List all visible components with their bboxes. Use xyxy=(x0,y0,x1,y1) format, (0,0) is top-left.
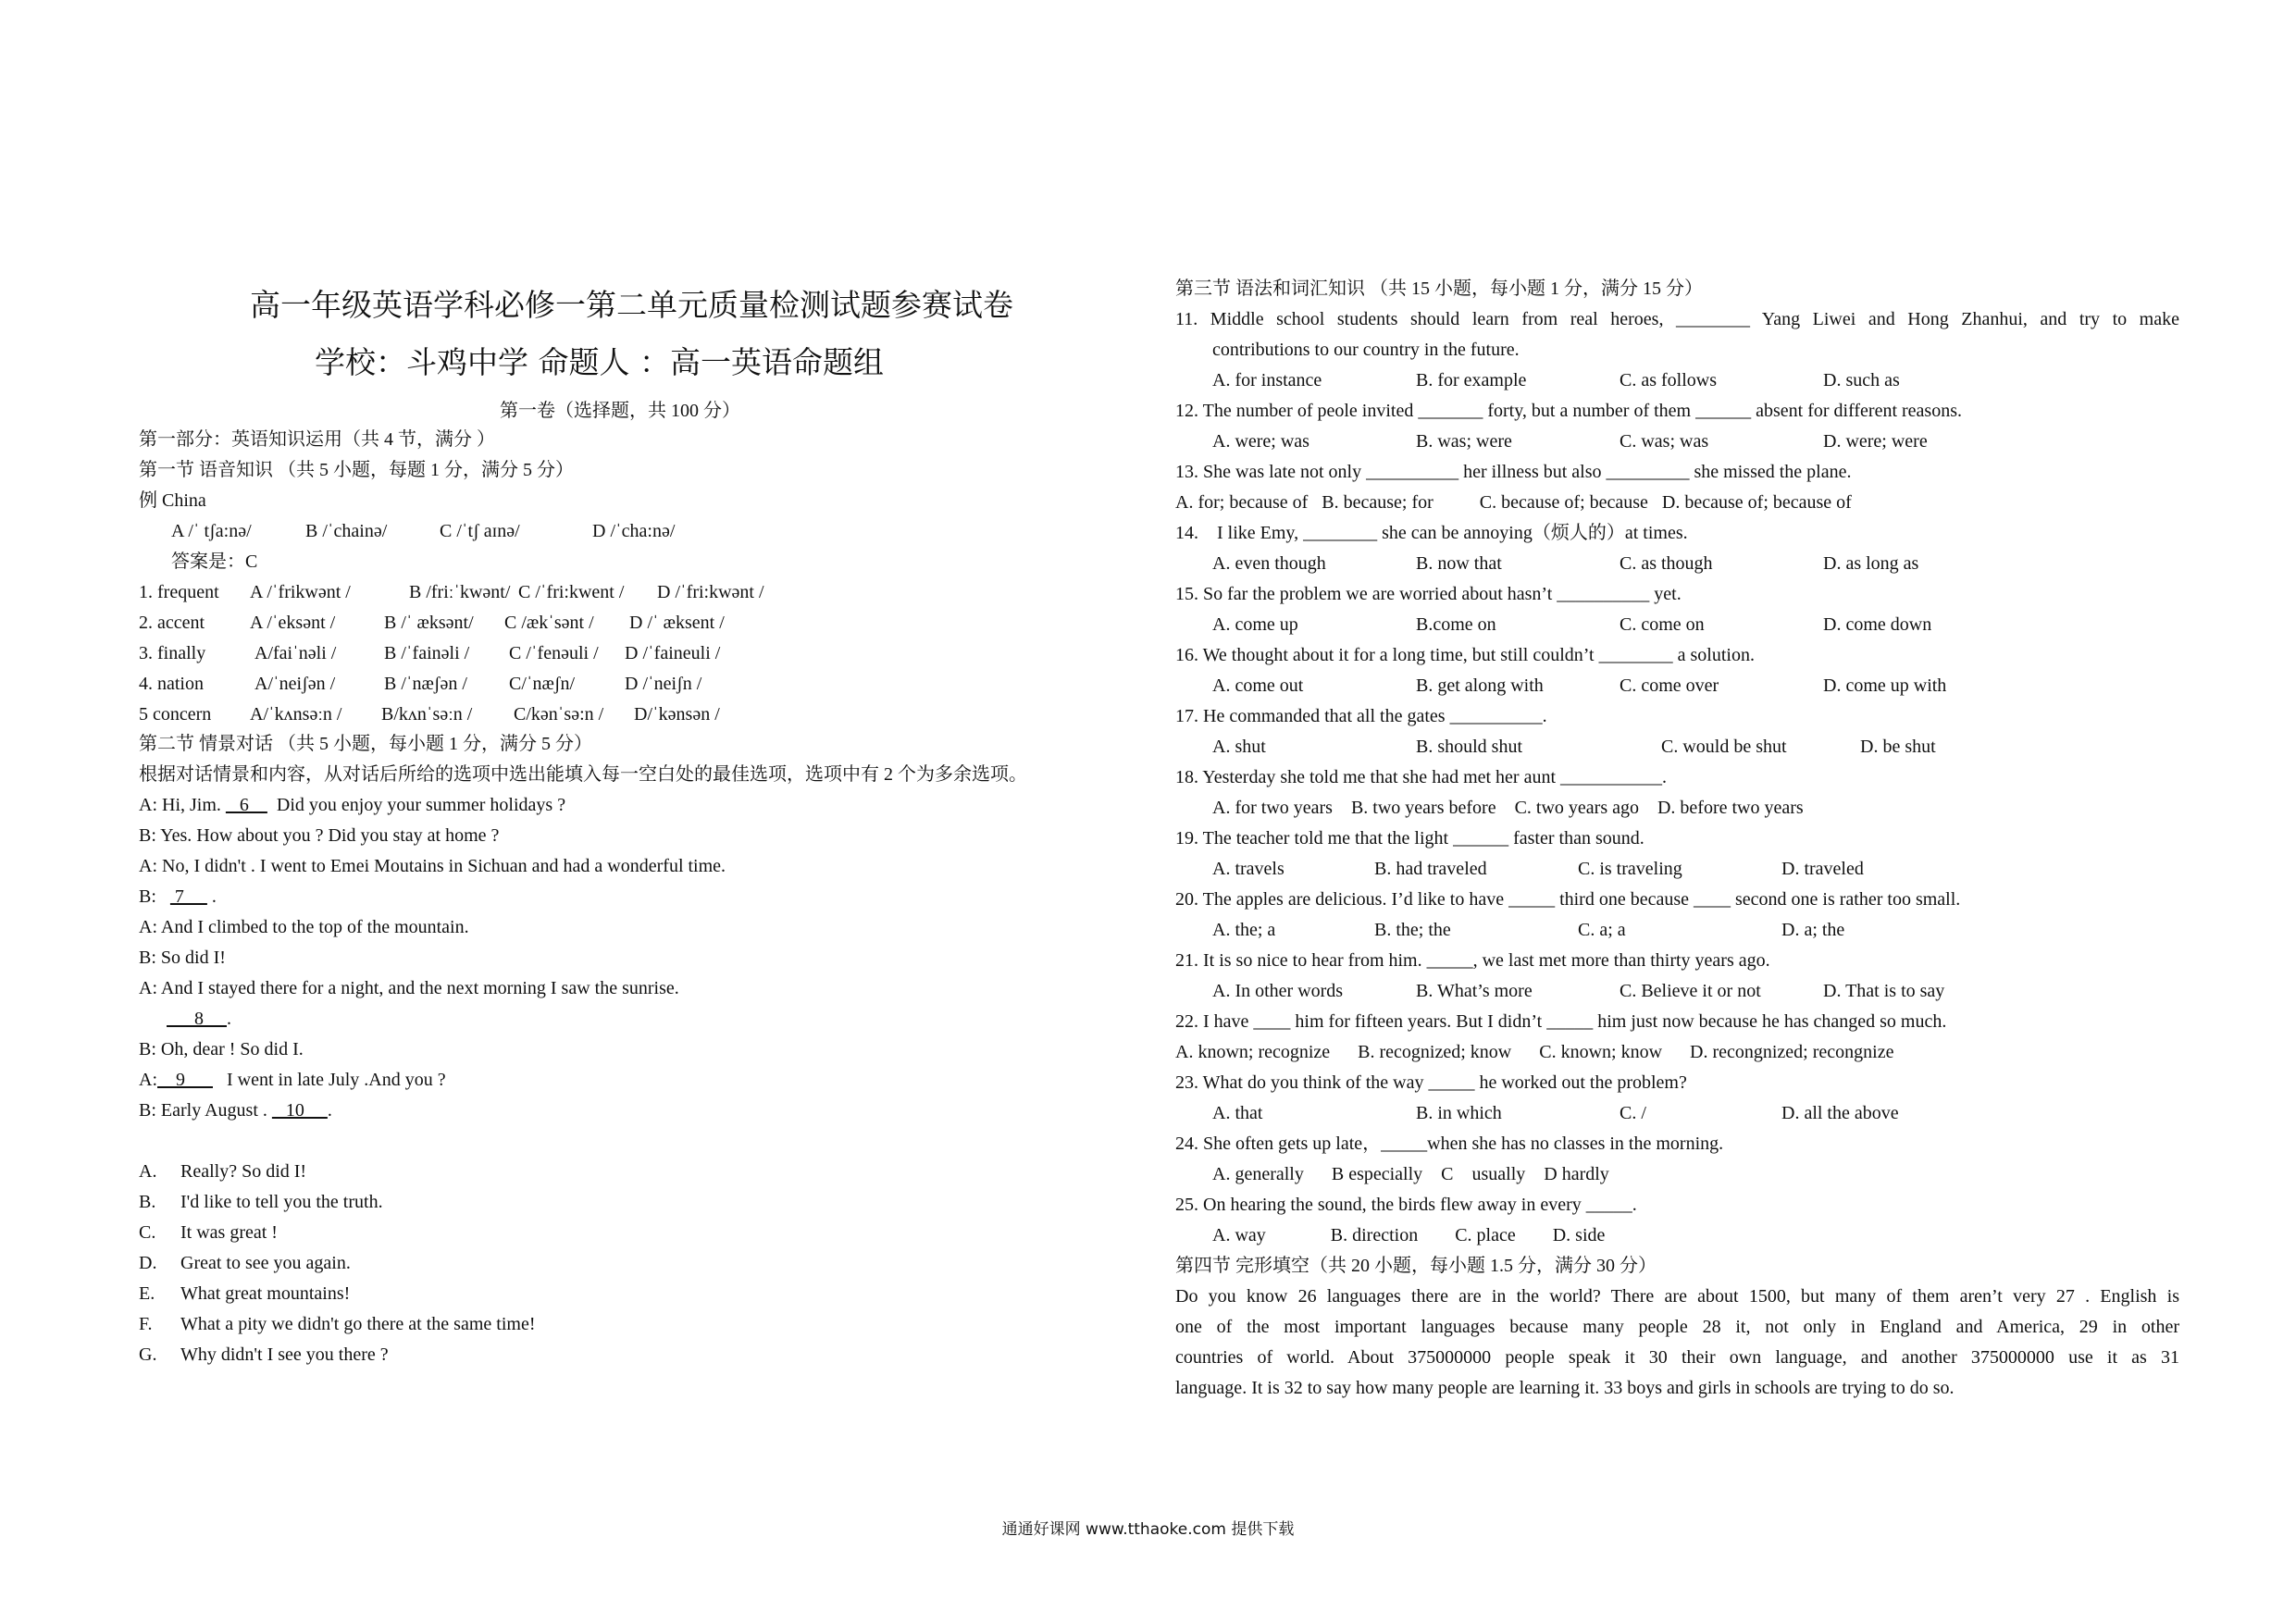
option: A. for instance xyxy=(1212,370,1322,390)
option: C. a; a xyxy=(1578,920,1626,940)
question-17: 17. He commanded that all the gates __________. xyxy=(1175,706,1547,726)
option: C. was; was xyxy=(1620,431,1709,452)
dialogue-text: B: So did I! xyxy=(139,948,226,968)
choice-item xyxy=(139,1250,351,1276)
example-option: D /ˈcha:nə/ xyxy=(592,521,676,541)
dialogue-text: Did you enjoy your summer holidays ? xyxy=(267,795,566,815)
cloze-line: countries of world. About 375000000 people speak it 30 their own language, and another 375000000 use it as 31 xyxy=(1175,1347,2179,1368)
option: A. come up xyxy=(1212,614,1298,635)
question-14: 14. I like Emy, ________ she can be annoying（烦人的）at times. xyxy=(1175,523,1688,543)
option: B. had traveled xyxy=(1374,859,1487,879)
question-25: 25. On hearing the sound, the birds flew away in every _____. xyxy=(1175,1195,1637,1215)
phonetic-option: D /ˈneiʃn / xyxy=(625,674,702,694)
choice-letter: B. xyxy=(139,1192,156,1212)
phonetic-option: D/ˈkənsən / xyxy=(634,704,720,725)
dialogue-line xyxy=(139,792,565,818)
question-24-options: A. generally B especially C usually D hardly xyxy=(1212,1164,1609,1184)
question-22: 22. I have ____ him for fifteen years. But I didn’t _____ him just now because he has changed so much. xyxy=(1175,1011,1947,1032)
question-18-options: A. for two years B. two years before C. two years ago D. before two years xyxy=(1212,798,1804,818)
option: D. come up with xyxy=(1823,675,1947,696)
choice-text: It was great ! xyxy=(180,1222,278,1243)
dialogue-line xyxy=(139,1067,446,1093)
choice-letter: G. xyxy=(139,1344,157,1365)
option: B. the; the xyxy=(1374,920,1451,940)
cloze-line: one of the most important languages because many people 28 it, not only in England and America, 29 in other xyxy=(1175,1317,2179,1337)
example-word: 例 China xyxy=(139,490,206,511)
dialogue-text: B: Early August . xyxy=(139,1100,272,1121)
question-23: 23. What do you think of the way _____ he worked out the problem? xyxy=(1175,1072,1687,1093)
option: B.come on xyxy=(1416,614,1496,635)
footer-credit: 通通好课网 www.tthaoke.com 提供下载 xyxy=(1001,1520,1295,1539)
option: B. get along with xyxy=(1416,675,1544,696)
choice-item xyxy=(139,1281,351,1307)
phonetic-option: C /ækˈsənt / xyxy=(504,613,594,633)
dialogue-text: A: No, I didn't . I went to Emei Moutains in Sichuan and had a wonderful time. xyxy=(139,856,726,876)
option: D. That is to say xyxy=(1823,981,1945,1001)
dialogue-line xyxy=(139,945,226,971)
question-11-cont: contributions to our country in the future. xyxy=(1212,340,1520,360)
option: A. shut xyxy=(1212,737,1266,757)
phonetic-option: D /ˈfaineuli / xyxy=(625,643,721,663)
choice-text: Great to see you again. xyxy=(180,1253,351,1273)
sec2-instruction: 根据对话情景和内容，从对话后所给的选项中选出能填入每一空白处的最佳选项，选项中有 2 个为多余选项。 xyxy=(139,764,1027,785)
question-16: 16. We thought about it for a long time, but still couldn’t ________ a solution. xyxy=(1175,645,1755,665)
choice-text: Really? So did I! xyxy=(180,1161,307,1182)
choice-item xyxy=(139,1158,307,1184)
dialogue-text: A: xyxy=(139,1070,157,1090)
phonetic-option: D /ˈ æksent / xyxy=(629,613,725,633)
example-option: B /ˈchainə/ xyxy=(305,521,388,541)
phonetic-option: B/kʌnˈsəːn / xyxy=(381,704,473,725)
example-answer: 答案是：C xyxy=(171,551,258,572)
question-20: 20. The apples are delicious. I’d like to have _____ third one because ____ second one is rather too small. xyxy=(1175,889,1961,910)
dialogue-text: A: Hi, Jim. xyxy=(139,795,226,815)
phonetic-option: B /ˈfainəli / xyxy=(384,643,470,663)
volume-heading: 第一卷（选择题，共 100 分） xyxy=(500,401,740,421)
option: C. come over xyxy=(1620,675,1719,696)
sec3-heading: 第三节 语法和词汇知识 （共 15 小题，每小题 1 分，满分 15 分） xyxy=(1175,279,1703,299)
option: D. as long as xyxy=(1823,553,1919,574)
sec2-heading: 第二节 情景对话 （共 5 小题，每小题 1 分，满分 5 分） xyxy=(139,734,592,754)
choice-item xyxy=(139,1189,383,1215)
phonetic-option: C /ˈfri:kwent / xyxy=(518,582,625,602)
question-13: 13. She was late not only __________ her illness but also _________ she missed the plane. xyxy=(1175,462,1852,482)
phonetic-stem: 1. frequent xyxy=(139,582,219,602)
example-option: C /ˈtʃ aɪnə/ xyxy=(440,521,520,541)
page-title: 高一年级英语学科必修一第二单元质量检测试题参赛试卷 xyxy=(250,287,1013,323)
dialogue-text: B: Oh, dear ! So did I. xyxy=(139,1039,304,1059)
sec1-heading: 第一节 语音知识 （共 5 小题，每题 1 分，满分 5 分） xyxy=(139,460,574,480)
question-19: 19. The teacher told me that the light ______ faster than sound. xyxy=(1175,828,1644,849)
choice-item xyxy=(139,1342,389,1368)
option: A. come out xyxy=(1212,675,1304,696)
phonetic-option: B /friːˈkwənt/ xyxy=(409,582,511,602)
question-15: 15. So far the problem we are worried about hasn’t __________ yet. xyxy=(1175,584,1682,604)
phonetic-stem: 3. finally xyxy=(139,643,206,663)
option: A. the; a xyxy=(1212,920,1276,940)
option: D. traveled xyxy=(1781,859,1864,879)
question-12: 12. The number of peole invited _______ forty, but a number of them ______ absent for different reasons. xyxy=(1175,401,1962,421)
question-18: 18. Yesterday she told me that she had met her aunt ___________. xyxy=(1175,767,1668,787)
question-25-options: A. way B. direction C. place D. side xyxy=(1212,1225,1606,1245)
choice-letter: E. xyxy=(139,1283,155,1304)
option: D. a; the xyxy=(1781,920,1845,940)
choice-text: What a pity we didn't go there at the same time! xyxy=(180,1314,536,1334)
choice-text: I'd like to tell you the truth. xyxy=(180,1192,383,1212)
phonetic-stem: 2. accent xyxy=(139,613,205,633)
option: B. now that xyxy=(1416,553,1502,574)
dialogue-text: B: Yes. How about you ? Did you stay at home ? xyxy=(139,825,500,846)
school-line: 学校：斗鸡中学 命题人 ：高一英语命题组 xyxy=(315,344,884,380)
choice-letter: F. xyxy=(139,1314,153,1334)
option: B. was; were xyxy=(1416,431,1512,452)
option: C. as though xyxy=(1620,553,1713,574)
dialogue-line xyxy=(139,975,679,1001)
phonetic-stem: 5 concern xyxy=(139,704,212,725)
question-24: 24. She often gets up late，_____when she has no classes in the morning. xyxy=(1175,1134,1724,1154)
part1-heading: 第一部分：英语知识运用（共 4 节，满分 ） xyxy=(139,429,495,450)
choice-text: Why didn't I see you there ? xyxy=(180,1344,389,1365)
dialogue-line xyxy=(167,1006,231,1032)
dialogue-line xyxy=(139,823,499,849)
cloze-line: Do you know 26 languages there are in the world? There are about 1500, but many of them aren’t very 27 . English is xyxy=(1175,1286,2179,1307)
option: D. all the above xyxy=(1781,1103,1899,1123)
phonetic-option: B /ˈnæʃən / xyxy=(384,674,467,694)
question-22-options: A. known; recognize B. recognized; know C. known; know D. recongnized; recongnize xyxy=(1175,1042,1894,1062)
dialogue-line xyxy=(139,914,469,940)
phonetic-option: A/faiˈnəli / xyxy=(254,643,337,663)
phonetic-stem: 4. nation xyxy=(139,674,204,694)
option: A. even though xyxy=(1212,553,1326,574)
dialogue-line xyxy=(139,1036,304,1062)
option: B. for example xyxy=(1416,370,1527,390)
phonetic-option: A /ˈeksənt / xyxy=(250,613,336,633)
option: C. Believe it or not xyxy=(1620,981,1761,1001)
sec4-heading: 第四节 完形填空（共 20 小题，每小题 1.5 分，满分 30 分） xyxy=(1175,1256,1657,1276)
question-13-options: A. for; because of B. because; for C. because of; because D. because of; because of xyxy=(1175,492,1852,513)
option: C. would be shut xyxy=(1661,737,1787,757)
dialogue-text: I went in late July .And you ? xyxy=(213,1070,446,1090)
phonetic-option: C/ˈnæʃn/ xyxy=(509,674,576,694)
option: A. travels xyxy=(1212,859,1285,879)
option: B. in which xyxy=(1416,1103,1502,1123)
option: C. / xyxy=(1620,1103,1646,1123)
option: D. be shut xyxy=(1860,737,1936,757)
dialogue-blank: 8 xyxy=(167,1009,227,1029)
choice-letter: A. xyxy=(139,1161,157,1182)
option: A. In other words xyxy=(1212,981,1344,1001)
dialogue-text: . xyxy=(227,1009,231,1029)
question-11: 11. Middle school students should learn from real heroes, ________ Yang Liwei and Hong Zhanhui, and try to make xyxy=(1175,309,2179,329)
dialogue-blank: 7 xyxy=(169,886,207,907)
option: A. were; was xyxy=(1212,431,1309,452)
phonetic-option: C /ˈfenəuli / xyxy=(509,643,599,663)
dialogue-blank: 9 xyxy=(157,1070,213,1090)
phonetic-option: C/kənˈsə:n / xyxy=(514,704,604,725)
phonetic-option: A/ˈneiʃən / xyxy=(254,674,336,694)
example-option: A /ˈ tʃa:nə/ xyxy=(171,521,252,541)
phonetic-option: D /ˈfri:kwənt / xyxy=(657,582,764,602)
option: A. that xyxy=(1212,1103,1263,1123)
dialogue-text: A: And I stayed there for a night, and the next morning I saw the sunrise. xyxy=(139,978,679,998)
dialogue-text: B: xyxy=(139,886,170,907)
choice-letter: C. xyxy=(139,1222,156,1243)
choice-letter: D. xyxy=(139,1253,157,1273)
option: B. What’s more xyxy=(1416,981,1533,1001)
dialogue-line xyxy=(139,1097,332,1123)
option: D. come down xyxy=(1823,614,1932,635)
dialogue-blank: 6 xyxy=(225,795,267,815)
choice-item xyxy=(139,1311,536,1337)
option: D. such as xyxy=(1823,370,1900,390)
option: D. were; were xyxy=(1823,431,1928,452)
dialogue-line xyxy=(139,884,217,910)
option: C. as follows xyxy=(1620,370,1717,390)
cloze-line: language. It is 32 to say how many people are learning it. 33 boys and girls in schools are trying to do so. xyxy=(1175,1378,1955,1398)
dialogue-text: A: And I climbed to the top of the mountain. xyxy=(139,917,469,937)
phonetic-option: A /ˈfrikwənt / xyxy=(250,582,351,602)
dialogue-blank: 10 xyxy=(271,1100,328,1121)
question-21: 21. It is so nice to hear from him. _____, we last met more than thirty years ago. xyxy=(1175,950,1770,971)
option: C. is traveling xyxy=(1578,859,1682,879)
choice-text: What great mountains! xyxy=(180,1283,351,1304)
dialogue-text: . xyxy=(327,1100,332,1121)
phonetic-option: B /ˈ æksənt/ xyxy=(384,613,474,633)
option: B. should shut xyxy=(1416,737,1523,757)
choice-item xyxy=(139,1220,278,1245)
dialogue-line xyxy=(139,853,726,879)
option: C. come on xyxy=(1620,614,1705,635)
dialogue-text: . xyxy=(206,886,217,907)
phonetic-option: A/ˈkʌnsəːn / xyxy=(250,704,342,725)
